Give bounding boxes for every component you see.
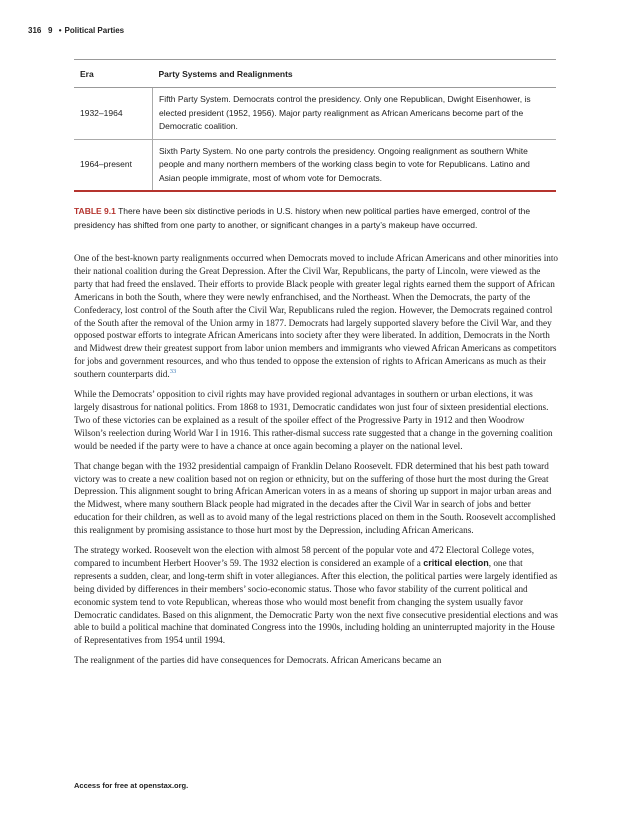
table-row bbox=[74, 88, 556, 140]
page-number: 316 bbox=[28, 26, 42, 35]
table-header-row bbox=[74, 60, 556, 88]
paragraph-text: One of the best-known party realignments occurred when Democrats moved to include African Americans and other minorities into their national coalition during the Great Depression. After the Civil War, Republicans, the party of Lincoln, were viewed as the party that had freed the enslaved. Their efforts to provide Black people with greater legal rights earned them the support of African Americans in both the South, where they were newly enfranchised, and the Northeast. When the Democrats, the party of the Confederacy, lost control of the South after the Civil War, Republicans ruled the region. However, the Democrats regained control of the South after the removal of the Union army in 1877. Democrats had largely supported slavery before the Civil War, and they opposed postwar efforts to integrate African Americans into society after they were liberated. In addition, Democrats in the North and Midwest drew their greatest support from labor union members and immigrants who viewed African Americans as competitors for jobs and government resources, and who thus tended to oppose the extension of rights to African Americans as much as their southern counterparts did. bbox=[74, 253, 558, 380]
table-caption bbox=[74, 205, 560, 232]
paragraph-text: The strategy worked. Roosevelt won the election with almost 58 percent of the popular vote and 472 Electoral College votes, compared to incumbent Herbert Hoover’s 59. The 1932 election is considered an example of a bbox=[74, 545, 535, 568]
description-cell: Sixth Party System. No one party controls the presidency. Ongoing realignment as southern White people and many northern members of the working class begin to vote for Republicans. Latino and Asian people immigrate, most of whom vote for Democrats. bbox=[153, 139, 557, 191]
paragraph bbox=[74, 252, 558, 381]
body-text bbox=[74, 252, 558, 674]
caption-text: There have been six distinctive periods in U.S. history when new political parties have emerged, control of the presidency has shifted from one party to another, or significant changes in a party’s makeup have occurred. bbox=[74, 206, 531, 230]
party-systems-table bbox=[74, 59, 556, 192]
key-term: critical election bbox=[423, 557, 489, 568]
header-separator: • bbox=[58, 26, 62, 35]
column-header-era: Era bbox=[74, 60, 153, 88]
running-header bbox=[28, 26, 124, 35]
table-row bbox=[74, 139, 556, 191]
paragraph: That change began with the 1932 presidential campaign of Franklin Delano Roosevelt. FDR determined that his best path toward victory was to create a new coalition based not on region or ethnicity, but on the suffering of those hurt the most during the Great Depression. This alignment sought to bring African American voters in as a means of shoring up support in major urban areas and the Midwest, where many southern Black people had migrated in the decades after the Civil War in search of jobs and better education for their children, as well as to avoid many of the legal restrictions placed on them in the South. Roosevelt accomplished this realignment by promising assistance to those hurt most by the Depression, including African Americans. bbox=[74, 460, 556, 536]
paragraph-text: , one that represents a sudden, clear, and long-term shift in voter allegiances. After this election, the political parties were largely identified as being divided by differences in their members’ socio-economic status. Those who favor stability of the current political and economic system tend to vote Republican, whereas those who would most benefit from changing the system usually favor Democratic candidates. Based on this alignment, the Democratic Party won the next five consecutive presidential elections and was able to build a political machine that dominated Congress into the 1990s, including holding an uninterrupted majority in the House of Representatives from 1954 until 1994. bbox=[74, 557, 558, 646]
footnote-reference[interactable]: 33 bbox=[169, 368, 177, 376]
paragraph bbox=[74, 544, 558, 647]
table-label: TABLE 9.1 bbox=[74, 206, 116, 216]
column-header-party-systems: Party Systems and Realignments bbox=[153, 60, 557, 88]
era-cell: 1964–present bbox=[74, 139, 153, 191]
chapter-title: Political Parties bbox=[64, 26, 125, 35]
description-cell: Fifth Party System. Democrats control the presidency. Only one Republican, Dwight Eisenhower, is elected president (1952, 1956). Major party realignment as African Americans become part of the Democratic coalition. bbox=[153, 88, 557, 140]
chapter-number: 9 bbox=[48, 26, 53, 35]
paragraph: While the Democrats’ opposition to civil rights may have provided regional advantages in southern or urban elections, it was largely disastrous for national politics. From 1868 to 1931, Democratic candidates won just four of sixteen presidential elections. Two of these victories can be explained as a result of the spoiler effect of the Progressive Party in 1912 and then Woodrow Wilson’s reelection during World War I in 1916. This rather-dismal success rate suggested that a change in the governing coalition would be needed if the party were to have a chance at once again becoming a player on the national level. bbox=[74, 389, 553, 451]
era-cell: 1932–1964 bbox=[74, 88, 153, 140]
page-footer: Access for free at openstax.org. bbox=[74, 781, 189, 790]
paragraph: The realignment of the parties did have consequences for Democrats. African Americans became an bbox=[74, 655, 442, 666]
